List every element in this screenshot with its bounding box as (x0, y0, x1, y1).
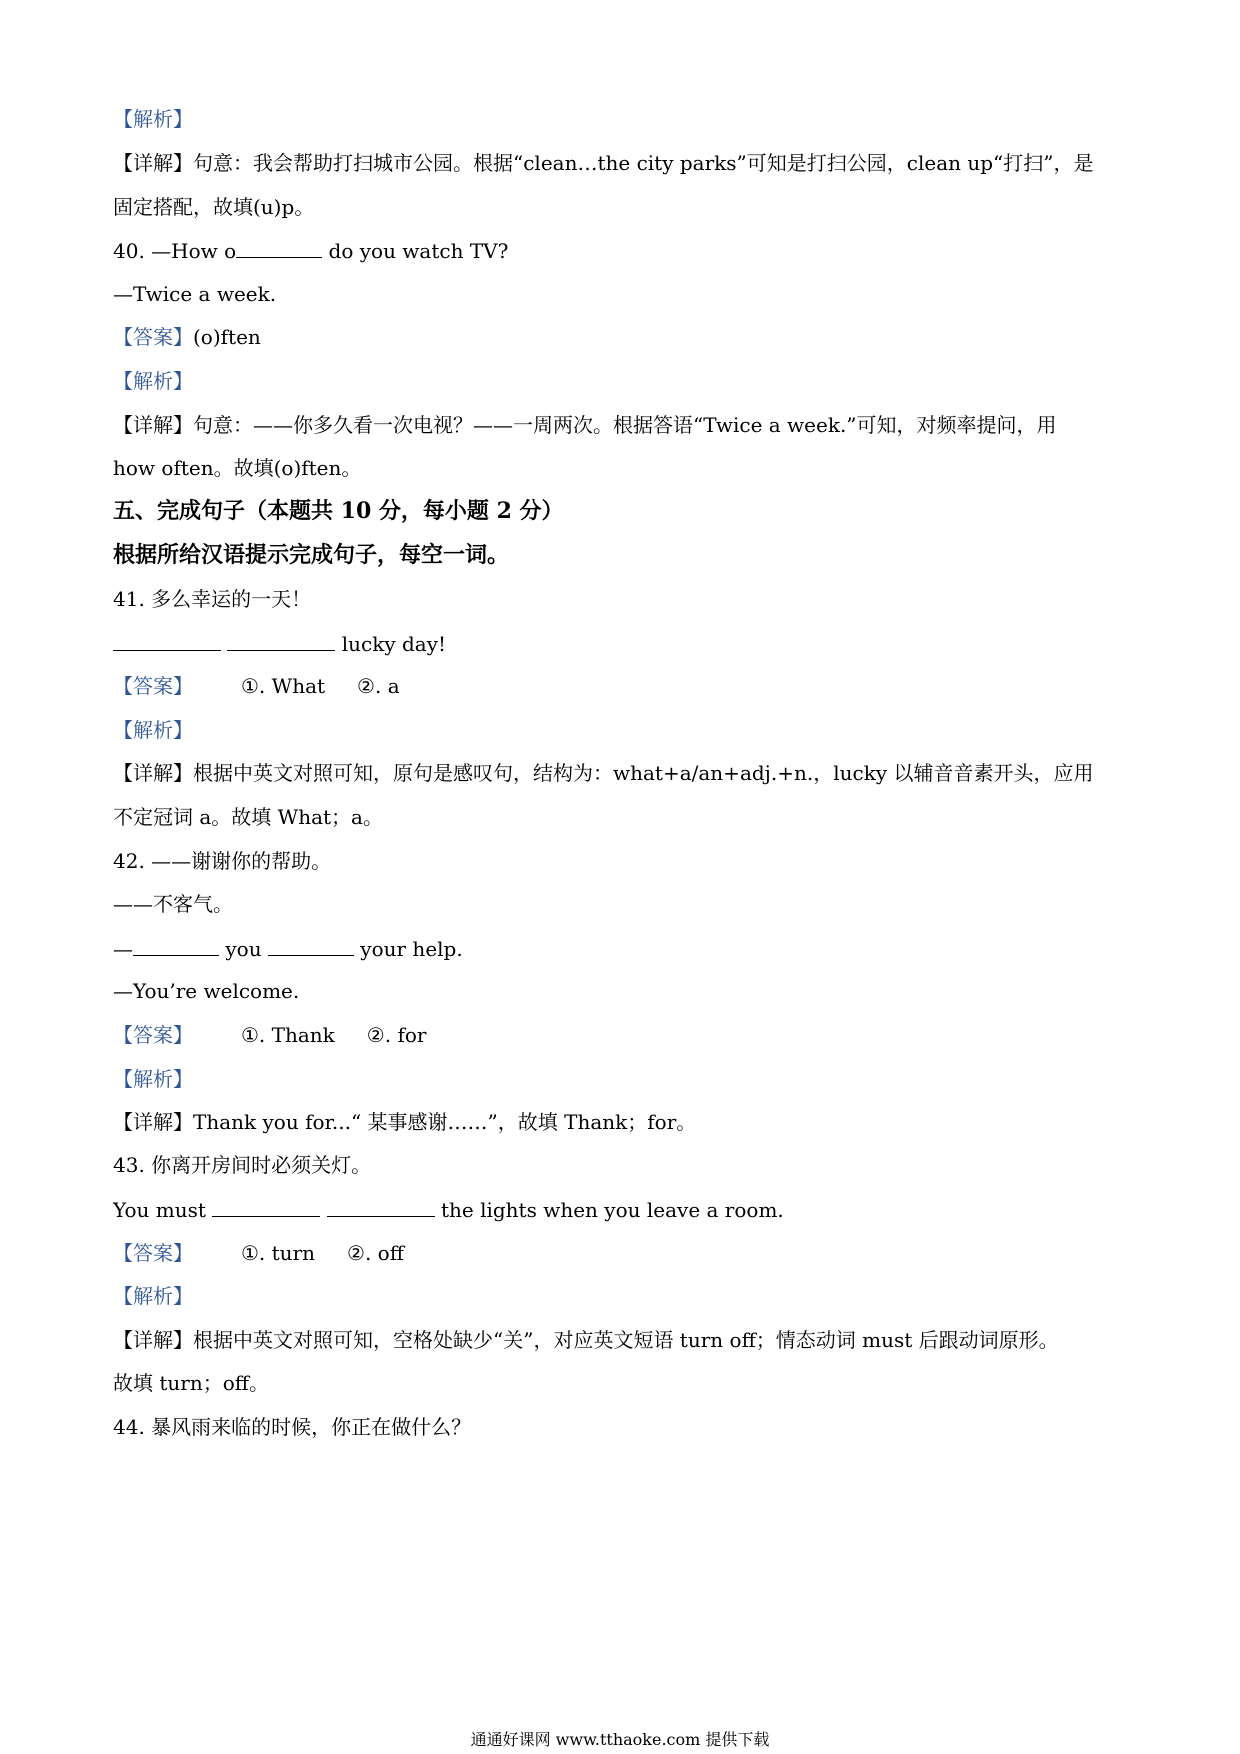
q41-answer: 【答案】 ①. What ②. a (113, 674, 400, 698)
q42-prompt-reply: ——不客气。 (113, 892, 233, 916)
q41-detail-cont: 不定冠词 a。故填 What；a。 (113, 805, 383, 829)
q43-answer: 【答案】 ①. turn ②. off (113, 1241, 404, 1265)
q43-detail: 【详解】根据中英文对照可知，空格处缺少“关”，对应英文短语 turn off；情态动词 must 后跟动词原形。 (113, 1328, 1059, 1352)
q42-prompt: 42. ——谢谢你的帮助。 (113, 849, 332, 873)
q43-blank-1[interactable] (212, 1196, 320, 1217)
q42-analysis-label: 【解析】 (113, 1067, 193, 1091)
q44-prompt: 44. 暴风雨来临的时候，你正在做什么？ (113, 1415, 472, 1439)
q42-blank-1[interactable] (133, 935, 219, 956)
q41-detail: 【详解】根据中英文对照可知，原句是感叹句，结构为：what+a/an+adj.+n.，lucky 以辅音音素开头，应用 (113, 761, 1094, 785)
q40-reply: —Twice a week. (113, 282, 277, 306)
q41-blank-2[interactable] (227, 630, 335, 651)
q41-sentence: lucky day! (113, 630, 1130, 657)
q42-sentence: — you your help. (113, 937, 463, 961)
q40-blank[interactable] (236, 237, 322, 258)
q40-detail: 【详解】句意：——你多久看一次电视？——一周两次。根据答语“Twice a week.”可知，对频率提问，用 (113, 413, 1057, 437)
q42-blank-2[interactable] (268, 935, 354, 956)
q40-analysis-label: 【解析】 (113, 369, 193, 393)
q42-answer: 【答案】 ①. Thank ②. for (113, 1023, 427, 1047)
q43-blank-2[interactable] (327, 1196, 435, 1217)
q43-sentence: You must the lights when you leave a room. (113, 1198, 784, 1222)
q39-detail: 【详解】句意：我会帮助打扫城市公园。根据“clean…the city parks”可知是打扫公园，clean up“打扫”，是 (113, 151, 1094, 175)
q41-analysis-label: 【解析】 (113, 718, 193, 742)
section-title: 五、完成句子（本题共 10 分，每小题 2 分） (113, 498, 564, 524)
q42-detail: 【详解】Thank you for...“ 某事感谢……”，故填 Thank；for。 (113, 1110, 697, 1134)
q40-answer: 【答案】(o)ften (113, 325, 261, 349)
q43-prompt: 43. 你离开房间时必须关灯。 (113, 1153, 372, 1177)
q41-blank-1[interactable] (113, 630, 221, 651)
q41-prompt: 41. 多么幸运的一天！ (113, 587, 312, 611)
q40-question: 40. —How o do you watch TV? (113, 239, 509, 263)
q39-analysis-label: 【解析】 (113, 107, 193, 131)
q39-detail-cont: 固定搭配，故填(u)p。 (113, 195, 315, 219)
q42-reply: —You’re welcome. (113, 979, 300, 1003)
page-footer: 通通好课网 www.tthaoke.com 提供下载 (470, 1730, 770, 1749)
q40-detail-cont: how often。故填(o)ften。 (113, 456, 362, 480)
section-instruction: 根据所给汉语提示完成句子，每空一词。 (113, 542, 510, 568)
q43-detail-cont: 故填 turn；off。 (113, 1371, 269, 1395)
q43-analysis-label: 【解析】 (113, 1284, 193, 1308)
